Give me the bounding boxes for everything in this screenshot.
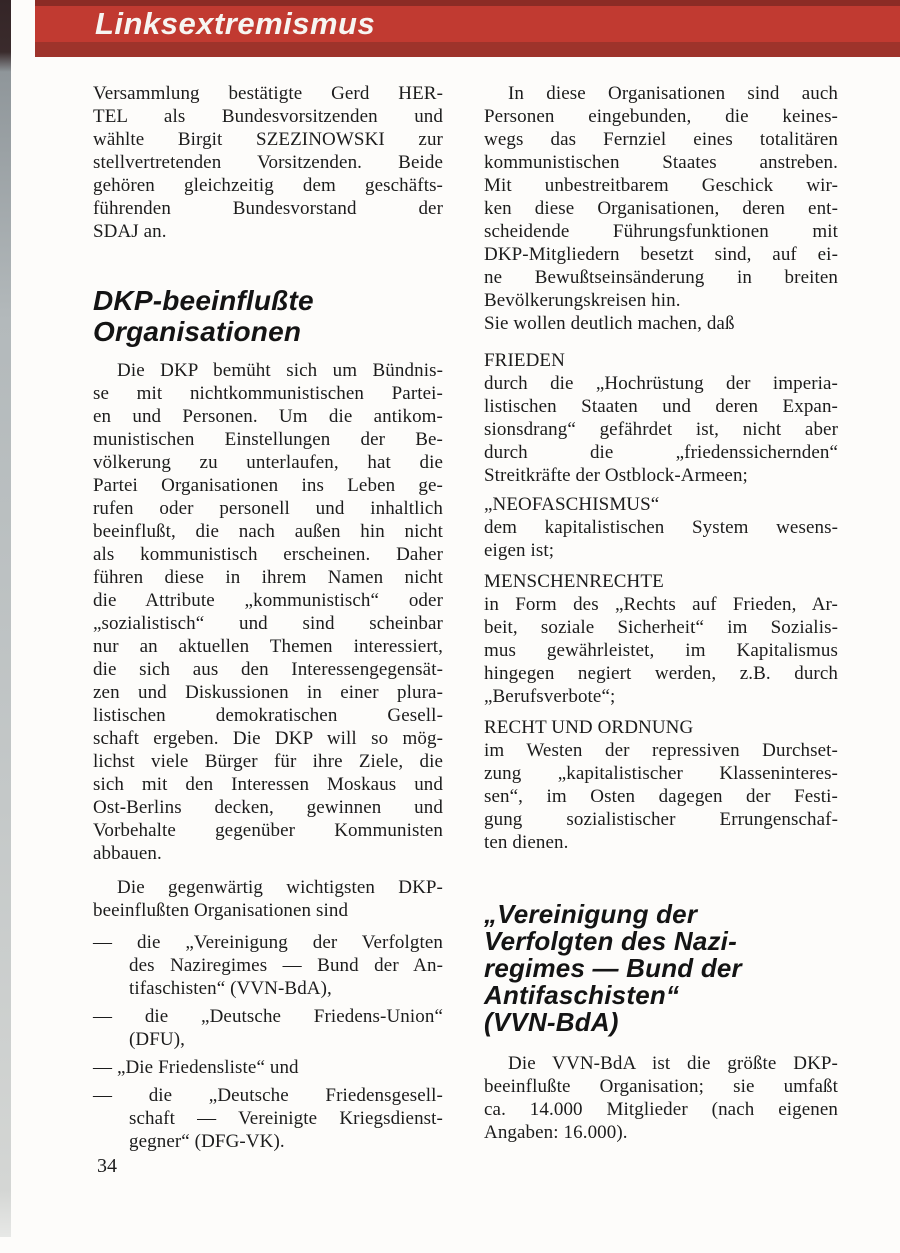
text-line: hingegen negiert werden, z.B. durch: [484, 663, 838, 684]
right-column: [484, 82, 838, 1144]
text-line: MENSCHENRECHTE: [484, 571, 664, 592]
text-line: im Westen der repressiven Durchset-: [484, 740, 838, 761]
banner-main: [35, 6, 900, 42]
text-line: DKP-Mitgliedern besetzt sind, auf ei-: [484, 244, 838, 265]
list-item: [93, 1056, 443, 1079]
text-line: SDAJ an.: [93, 221, 167, 242]
text-line: „Vereinigung der: [484, 899, 698, 929]
text-line: Die VVN-BdA ist die größte DKP-: [508, 1053, 838, 1074]
text-line: Angaben: 16.000).: [484, 1122, 628, 1143]
text-line: — „Die Friedensliste“ und: [93, 1057, 299, 1078]
text-line: Partei Organisationen ins Leben ge-: [93, 475, 443, 496]
list-item: [93, 931, 443, 1000]
text-line: Antifaschisten“: [484, 980, 680, 1010]
text-line: durch die „friedenssichernden“: [484, 442, 838, 463]
body-paragraph: [93, 359, 443, 865]
left-column: [93, 82, 443, 1158]
text-line: listischen demokratischen Gesell-: [93, 705, 443, 726]
text-line: des Naziregimes — Bund der An-: [129, 955, 443, 976]
topic-block-menschenrechte: [484, 570, 838, 708]
text-line: mus gewährleistet, im Kapitalismus: [484, 640, 838, 661]
scan-edge-strip: [0, 0, 11, 1237]
text-line: tifaschisten“ (VVN-BdA),: [129, 978, 332, 999]
text-line: Sie wollen deutlich machen, daß: [484, 313, 735, 334]
text-line: (VVN-BdA): [484, 1007, 619, 1037]
text-line: Versammlung bestätigte Gerd HER-: [93, 83, 443, 104]
text-line: In diese Organisationen sind auch: [508, 83, 838, 104]
text-line: sen“, im Osten dagegen der Festi-: [484, 786, 838, 807]
text-line: „sozialistisch“ und sind scheinbar: [93, 613, 443, 634]
text-line: völkerung zu unterlaufen, hat die: [93, 452, 443, 473]
text-line: „NEOFASCHISMUS“: [484, 494, 660, 515]
text-line: — die „Deutsche Friedensgesell-: [93, 1085, 443, 1106]
text-line: lichst viele Bürger für ihre Ziele, die: [93, 751, 443, 772]
text-line: ken diese Organisationen, deren ent-: [484, 198, 838, 219]
text-line: Vorbehalte gegenüber Kommunisten: [93, 820, 443, 841]
text-line: zung „kapitalistischer Klasseninteres-: [484, 763, 838, 784]
text-line: führen diese in ihrem Namen nicht: [93, 567, 443, 588]
section-title: Linksextremismus: [95, 6, 376, 41]
text-line: ne Bewußtseinsänderung in breiten: [484, 267, 838, 288]
text-line: Die DKP bemüht sich um Bündnis-: [117, 360, 443, 381]
text-line: — die „Vereinigung der Verfolgten: [93, 932, 443, 953]
text-line: sionsdrang“ gefährdet ist, nicht aber: [484, 419, 838, 440]
text-line: die sich aus den Interessengegensät-: [93, 659, 443, 680]
text-line: regimes — Bund der: [484, 953, 742, 983]
text-line: wegs das Fernziel eines totalitären: [484, 129, 838, 150]
organisation-list: [93, 931, 443, 1153]
text-line: scheidende Führungsfunktionen mit: [484, 221, 838, 242]
topic-block-neofaschismus: [484, 493, 838, 562]
text-line: Die gegenwärtig wichtigsten DKP-: [117, 877, 443, 898]
text-line: (DFU),: [129, 1029, 186, 1050]
text-line: DKP-beeinflußte: [93, 285, 314, 316]
text-line: Streitkräfte der Ostblock-Armeen;: [484, 465, 748, 486]
text-line: rufen oder personell und inhaltlich: [93, 498, 443, 519]
text-line: se mit nichtkommunistischen Partei-: [93, 383, 443, 404]
text-line: kommunistischen Staates anstreben.: [484, 152, 838, 173]
text-line: in Form des „Rechts auf Frieden, Ar-: [484, 594, 838, 615]
text-line: nur an aktuellen Themen interessiert,: [93, 636, 443, 657]
text-line: gehören gleichzeitig dem geschäfts-: [93, 175, 443, 196]
continued-paragraph: [93, 82, 443, 243]
text-line: abbauen.: [93, 843, 162, 864]
text-line: TEL als Bundesvorsitzenden und: [93, 106, 443, 127]
banner-bottom-edge: [35, 42, 900, 57]
text-line: ca. 14.000 Mitglieder (nach eigenen: [484, 1099, 838, 1120]
text-line: RECHT UND ORDNUNG: [484, 717, 694, 738]
body-paragraph: [484, 82, 838, 335]
text-line: Mit unbestreitbarem Geschick wir-: [484, 175, 838, 196]
text-line: als kommunistisch erscheinen. Daher: [93, 544, 443, 565]
text-line: Personen eingebunden, die keines-: [484, 106, 838, 127]
text-line: Bevölkerungskreisen hin.: [484, 290, 681, 311]
text-line: ten dienen.: [484, 832, 569, 853]
heading-vvn-bda: [484, 901, 838, 1036]
text-line: schaft ergeben. Die DKP will so mög-: [93, 728, 443, 749]
list-item: [93, 1005, 443, 1051]
text-line: führenden Bundesvorstand der: [93, 198, 443, 219]
text-line: beeinflußte Organisation; sie umfaßt: [484, 1076, 838, 1097]
heading-dkp-beeinflusste-organisationen: [93, 285, 443, 347]
text-line: — die „Deutsche Friedens-Union“: [93, 1006, 443, 1027]
section-banner: [35, 0, 900, 57]
text-line: die Attribute „kommunistisch“ oder: [93, 590, 443, 611]
text-line: „Berufsverbote“;: [484, 686, 616, 707]
lead-in-paragraph: [93, 876, 443, 922]
text-line: zen und Diskussionen in einer plura-: [93, 682, 443, 703]
text-line: gung sozialistischer Errungenschaf-: [484, 809, 838, 830]
body-paragraph: [484, 1052, 838, 1144]
text-line: beeinflußt, die nach außen hin nicht: [93, 521, 443, 542]
list-item: [93, 1084, 443, 1153]
text-line: wählte Birgit SZEZINOWSKI zur: [93, 129, 443, 150]
text-line: stellvertretenden Vorsitzenden. Beide: [93, 152, 443, 173]
text-line: dem kapitalistischen System wesens-: [484, 517, 838, 538]
text-line: FRIEDEN: [484, 350, 565, 371]
text-line: durch die „Hochrüstung der imperia-: [484, 373, 838, 394]
text-line: schaft — Vereinigte Kriegsdienst-: [129, 1108, 443, 1129]
text-line: beit, soziale Sicherheit“ im Sozialis-: [484, 617, 838, 638]
text-line: Ost-Berlins decken, gewinnen und: [93, 797, 443, 818]
page-number: 34: [97, 1155, 117, 1177]
text-line: beeinflußten Organisationen sind: [93, 900, 349, 921]
topic-block-recht-und-ordnung: [484, 716, 838, 854]
text-line: eigen ist;: [484, 540, 555, 561]
topic-block-frieden: [484, 349, 838, 487]
text-line: Verfolgten des Nazi-: [484, 926, 737, 956]
text-line: en und Personen. Um die antikom-: [93, 406, 443, 427]
text-line: munistischen Einstellungen der Be-: [93, 429, 443, 450]
text-line: Organisationen: [93, 316, 302, 347]
text-line: sich mit den Interessen Moskaus und: [93, 774, 443, 795]
text-line: listischen Staaten und deren Expan-: [484, 396, 838, 417]
text-line: gegner“ (DFG-VK).: [129, 1131, 285, 1152]
